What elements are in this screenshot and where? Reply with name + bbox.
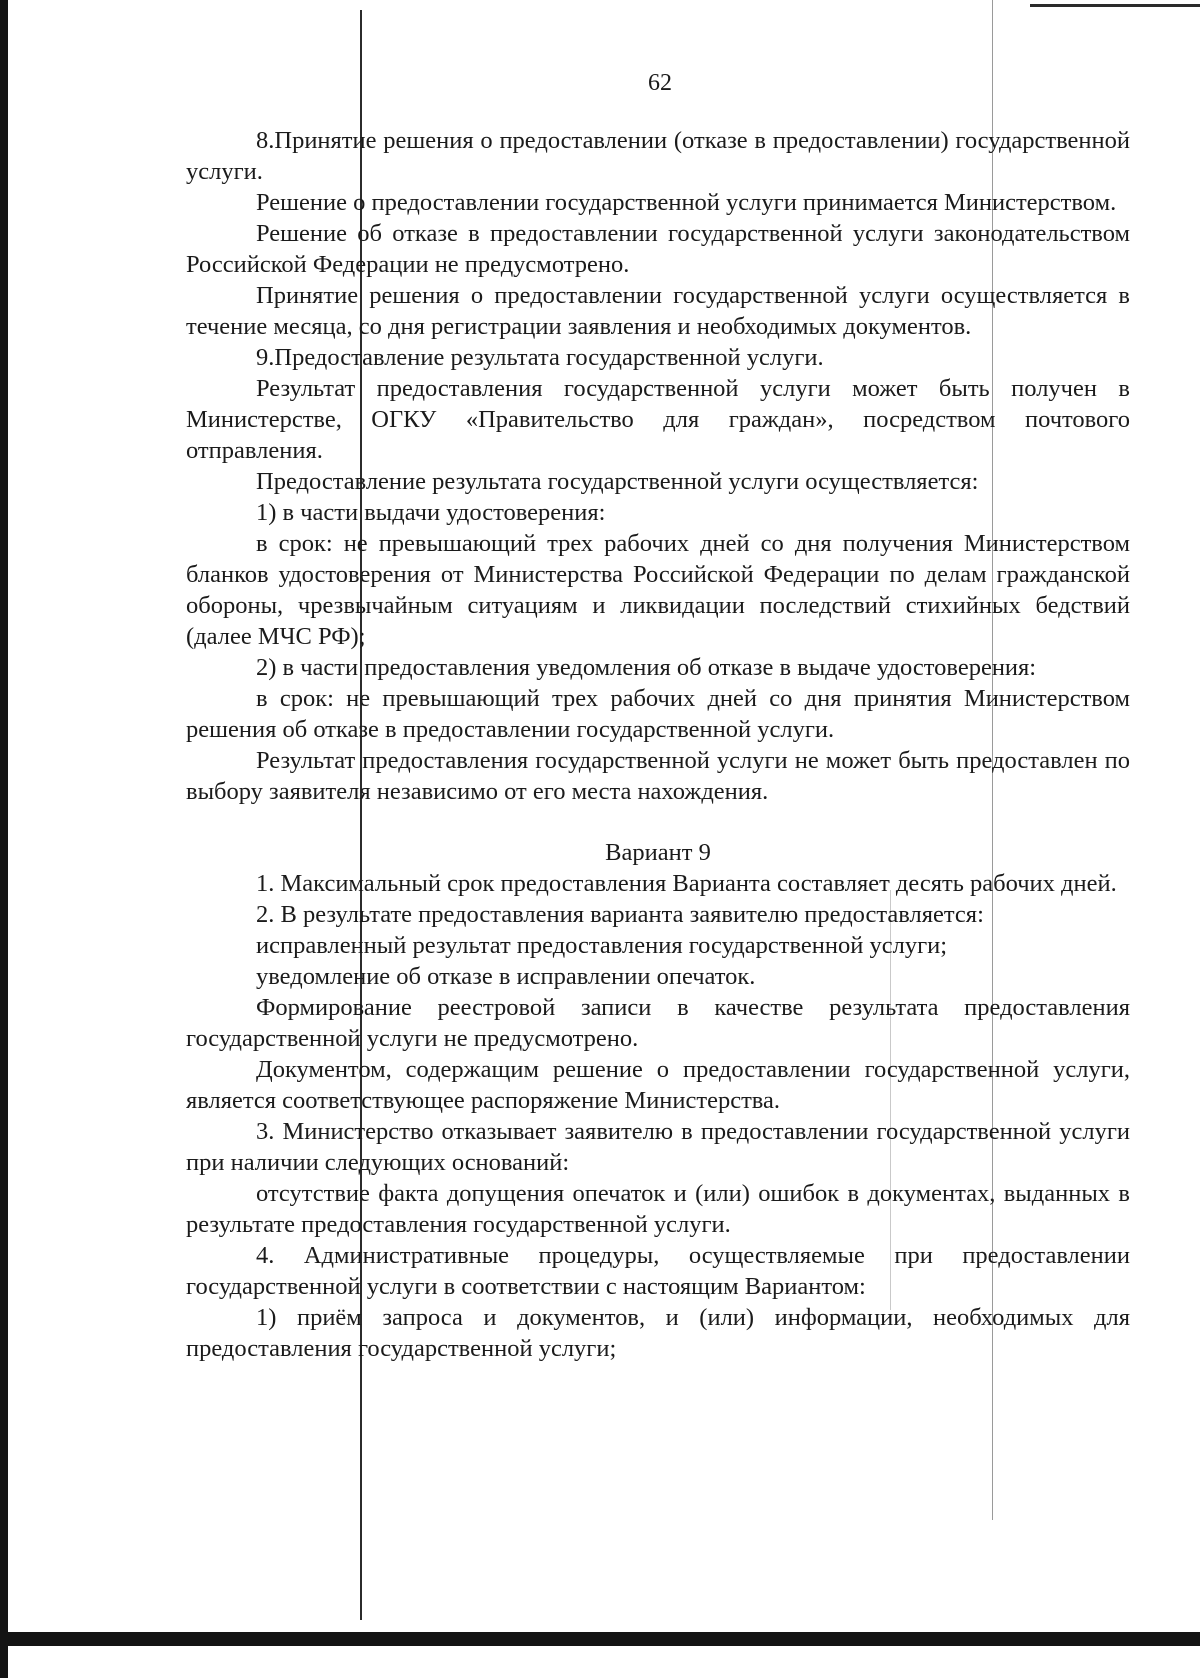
paragraph: уведомление об отказе в исправлении опечаток. — [256, 963, 756, 990]
paragraph: исправленный результат предоставления государственной услуги; — [256, 932, 948, 959]
scan-bottom-border — [0, 1632, 1200, 1646]
paragraph: Принятие решения о предоставлении государственной услуги осуществляется в течение месяца, со дня регистрации заявления и необходимых документов. — [186, 282, 1130, 340]
paragraph: 9.Предоставление результата государственной услуги. — [256, 344, 824, 371]
paragraph: в срок: не превышающий трех рабочих дней со дня принятия Министерством решения об отказе в предоставлении государственной услуги. — [186, 685, 1130, 743]
paragraph: 1) приём запроса и документов, и (или) информации, необходимых для предоставления государственной услуги; — [186, 1304, 1130, 1362]
paragraph: 1) в части выдачи удостоверения: — [256, 499, 606, 526]
paragraph: Предоставление результата государственной услуги осуществляется: — [256, 468, 979, 495]
paragraph: отсутствие факта допущения опечаток и (или) ошибок в документах, выданных в результате предоставления государственной услуги. — [186, 1180, 1130, 1238]
paragraph: Формирование реестровой записи в качестве результата предоставления государственной услуги не предусмотрено. — [186, 994, 1130, 1052]
paragraph: 8.Принятие решения о предоставлении (отказе в предоставлении) государственной услуги. — [186, 127, 1130, 185]
paragraph: 1. Максимальный срок предоставления Варианта составляет десять рабочих дней. — [256, 870, 1117, 897]
page-body — [186, 125, 1130, 1364]
paragraph: Результат предоставления государственной услуги может быть получен в Министерстве, ОГКУ «Правительство для граждан», посредством почтового отправления. — [186, 375, 1130, 464]
section-heading: Вариант 9 — [605, 839, 711, 866]
page-number: 62 — [648, 70, 672, 96]
paragraph: Решение о предоставлении государственной услуги принимается Министерством. — [256, 189, 1117, 216]
paragraph: 4. Административные процедуры, осуществляемые при предоставлении государственной услуги в соответствии с настоящим Вариантом: — [186, 1242, 1130, 1300]
paragraph: 2. В результате предоставления варианта заявителю предоставляется: — [256, 901, 984, 928]
paragraph: 3. Министерство отказывает заявителю в предоставлении государственной услуги при наличии следующих оснований: — [186, 1118, 1130, 1176]
paragraph: Документом, содержащим решение о предоставлении государственной услуги, является соответствующее распоряжение Министерства. — [186, 1056, 1130, 1114]
paragraph: в срок: не превышающий трех рабочих дней со дня получения Министерством бланков удостоверения от Министерства Российской Федерации по делам гражданской обороны, чрезвычайным ситуациям и ликвидации последствий стихийных бедствий (далее МЧС РФ); — [186, 530, 1130, 650]
scan-left-border — [0, 0, 8, 1678]
paragraph: Решение об отказе в предоставлении государственной услуги законодательством Российской Федерации не предусмотрено. — [186, 220, 1130, 278]
scan-top-mark — [1030, 4, 1200, 7]
paragraph: 2) в части предоставления уведомления об отказе в выдаче удостоверения: — [256, 654, 1037, 681]
paragraph: Результат предоставления государственной услуги не может быть предоставлен по выбору заявителя независимо от его места нахождения. — [186, 747, 1130, 805]
